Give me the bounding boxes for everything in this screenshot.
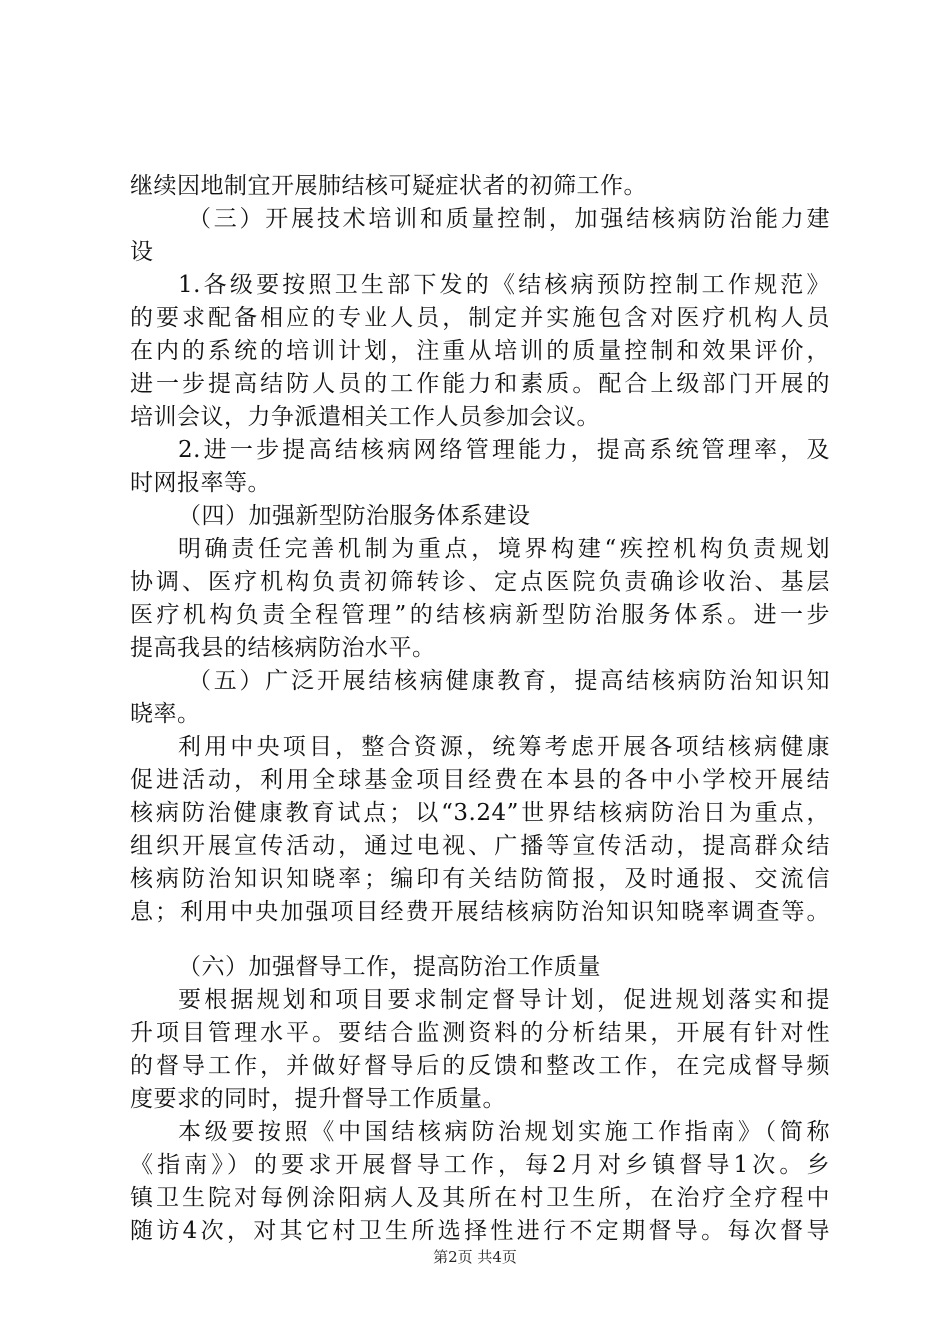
text-line: 时网报率等。 <box>130 470 271 496</box>
text-line: 组织开展宣传活动，通过电视、广播等宣传活动，提高群众结 <box>130 833 830 859</box>
page-number-footer: 第2页 共4页 <box>433 1248 517 1266</box>
text-line: 核病防治知识知晓率；编印有关结防简报，及时通报、交流信 <box>130 866 830 892</box>
text-line: 协调、医疗机构负责初筛转诊、定点医院负责确诊收治、基层 <box>130 569 830 595</box>
text-line: 提高我县的结核病防治水平。 <box>130 635 436 661</box>
text-line: 在内的系统的培训计划，注重从培训的质量控制和效果评价， <box>130 338 830 364</box>
text-line: 核病防治健康教育试点；以“3.24”世界结核病防治日为重点， <box>130 800 830 826</box>
text-line: 的要求配备相应的专业人员，制定并实施包含对医疗机构人员 <box>130 305 830 331</box>
text-line: 促进活动，利用全球基金项目经费在本县的各中小学校开展结 <box>130 767 830 793</box>
section-heading: （六）加强督导工作，提高防治工作质量 <box>178 954 601 980</box>
text-line: 培训会议，力争派遣相关工作人员参加会议。 <box>130 404 600 430</box>
section-heading: （四）加强新型防治服务体系建设 <box>178 503 531 529</box>
text-line: 医疗机构负责全程管理”的结核病新型防治服务体系。进一步 <box>130 602 830 628</box>
text-line: 利用中央项目，整合资源，统筹考虑开展各项结核病健康 <box>178 734 830 760</box>
section-heading: （三）开展技术培训和质量控制，加强结核病防治能力建 <box>188 206 830 232</box>
text-line: 升项目管理水平。要结合监测资料的分析结果，开展有针对性 <box>130 1020 830 1046</box>
text-line: 继续因地制宜开展肺结核可疑症状者的初筛工作。 <box>130 173 647 199</box>
section-heading: （五）广泛开展结核病健康教育，提高结核病防治知识知 <box>188 668 830 694</box>
text-line: 晓率。 <box>130 701 201 727</box>
text-line: 息；利用中央加强项目经费开展结核病防治知识知晓率调查等。 <box>130 899 830 925</box>
document-body <box>130 170 830 1248</box>
text-line: 明确责任完善机制为重点，境界构建“疾控机构负责规划 <box>178 536 830 562</box>
text-line: 《指南》）的要求开展督导工作，每2月对乡镇督导1次。乡 <box>130 1152 830 1178</box>
paragraph-gap <box>130 929 830 951</box>
text-line: 设 <box>130 239 154 265</box>
text-line: 镇卫生院对每例涂阳病人及其所在村卫生所，在治疗全疗程中 <box>130 1185 830 1211</box>
text-line: 的督导工作，并做好督导后的反馈和整改工作，在完成督导频 <box>130 1053 830 1079</box>
text-line: 随访4次，对其它村卫生所选择性进行不定期督导。每次督导 <box>130 1218 830 1244</box>
text-line: 度要求的同时，提升督导工作质量。 <box>130 1086 506 1112</box>
text-line: 要根据规划和项目要求制定督导计划，促进规划落实和提 <box>178 987 830 1013</box>
text-line: 本级要按照《中国结核病防治规划实施工作指南》（简称 <box>178 1119 830 1145</box>
text-line: 进一步提高结防人员的工作能力和素质。配合上级部门开展的 <box>130 371 830 397</box>
text-line: 1.各级要按照卫生部下发的《结核病预防控制工作规范》 <box>178 272 830 298</box>
text-line: 2.进一步提高结核病网络管理能力，提高系统管理率，及 <box>178 437 830 463</box>
